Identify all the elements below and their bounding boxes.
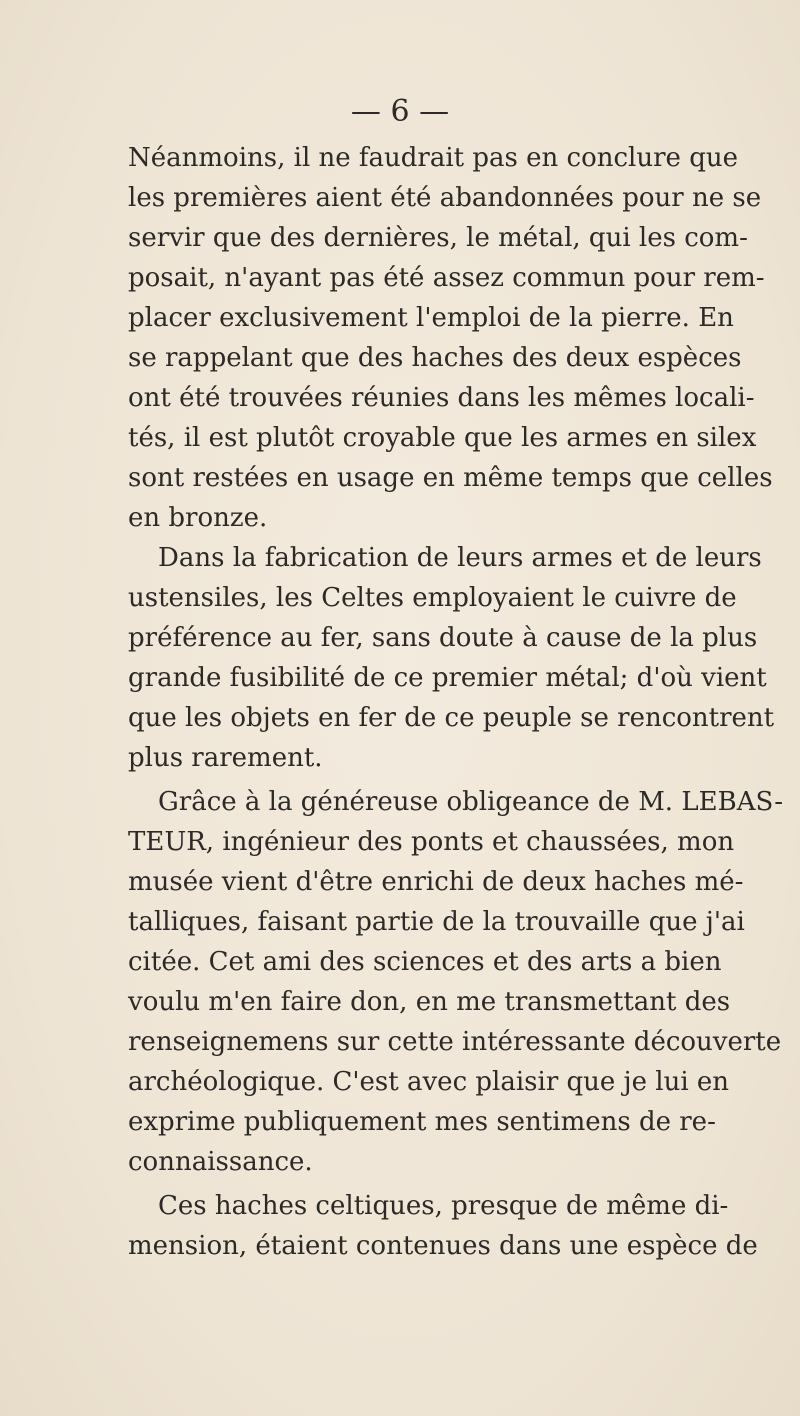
text-line: voulu m'en faire don, en me transmettant des: [128, 987, 731, 1017]
text-line: tés, il est plutôt croyable que les armes en silex: [128, 423, 757, 453]
text-line: citée. Cet ami des sciences et des arts a bien: [128, 947, 722, 977]
text-line: que les objets en fer de ce peuple se rencontrent: [128, 703, 775, 733]
text-line: renseignemens sur cette intéressante découverte: [128, 1027, 782, 1057]
text-line: en bronze.: [128, 503, 268, 533]
text-line: archéologique. C'est avec plaisir que je lui en: [128, 1067, 730, 1097]
text-line: placer exclusivement l'emploi de la pierre. En: [128, 303, 734, 333]
text-line: sont restées en usage en même temps que celles: [128, 463, 773, 493]
text-line: grande fusibilité de ce premier métal; d'où vient: [128, 663, 767, 693]
text-line: préférence au fer, sans doute à cause de la plus: [128, 623, 758, 653]
page-number-header: — 6 —: [350, 94, 450, 129]
text-line: Néanmoins, il ne faudrait pas en conclure que: [128, 143, 738, 173]
text-line: ont été trouvées réunies dans les mêmes locali-: [128, 383, 755, 413]
text-line: exprime publiquement mes sentimens de re-: [128, 1107, 716, 1137]
text-line: Grâce à la généreuse obligeance de M. LEBAS-: [158, 787, 784, 817]
text-line: musée vient d'être enrichi de deux haches mé-: [128, 867, 744, 897]
text-line: connaissance.: [128, 1147, 313, 1177]
text-line: plus rarement.: [128, 743, 323, 773]
text-line: les premières aient été abandonnées pour ne se: [128, 183, 762, 213]
text-line: TEUR, ingénieur des ponts et chaussées, mon: [128, 827, 735, 857]
text-line: servir que des dernières, le métal, qui les com-: [128, 223, 748, 253]
text-line: talliques, faisant partie de la trouvaille que j'ai: [128, 907, 745, 937]
text-line: mension, étaient contenues dans une espèce de: [128, 1231, 758, 1261]
text-line: se rappelant que des haches des deux espèces: [128, 343, 742, 373]
text-line: Ces haches celtiques, presque de même di-: [158, 1191, 729, 1221]
text-line: ustensiles, les Celtes employaient le cuivre de: [128, 583, 737, 613]
text-line: posait, n'ayant pas été assez commun pour rem-: [128, 263, 765, 293]
text-line: Dans la fabrication de leurs armes et de leurs: [158, 543, 762, 573]
